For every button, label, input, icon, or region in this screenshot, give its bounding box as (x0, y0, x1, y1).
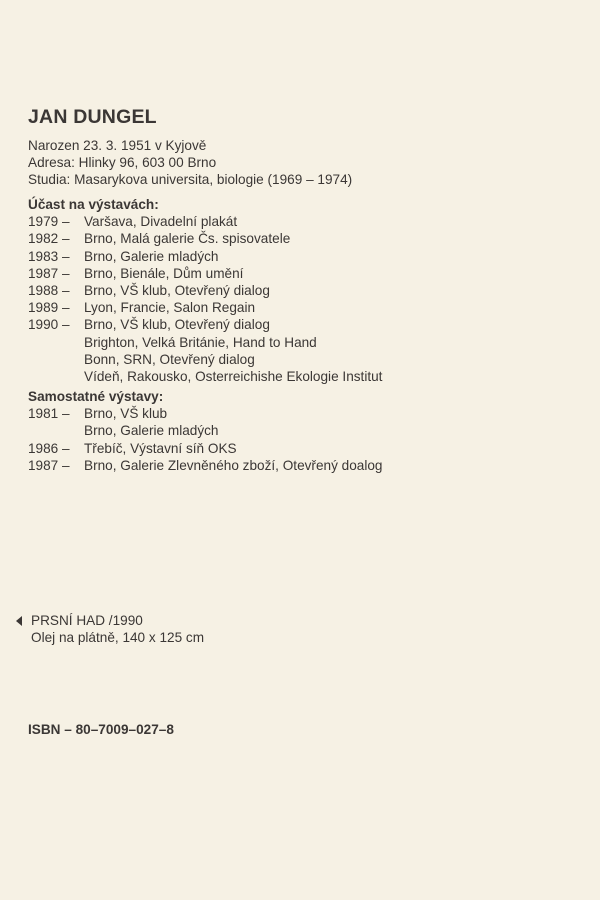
exhibition-row (28, 405, 382, 422)
artist-name: JAN DUNGEL (28, 106, 157, 128)
pointer-arrow-icon (16, 616, 22, 626)
address: Adresa: Hlinky 96, 603 00 Brno (28, 155, 217, 171)
exhibition-year: 1979 (28, 214, 59, 230)
separator-dash: – (62, 265, 70, 281)
exhibition-year: 1990 (28, 317, 59, 333)
exhibition-text: Vídeň, Rakousko, Osterreichishe Ekologie Institut (84, 369, 383, 385)
exhibition-row (28, 334, 382, 351)
artwork-medium: Olej na plátně, 140 x 125 cm (31, 630, 205, 646)
exhibition-year (28, 351, 62, 368)
exhibition-text: Brno, VŠ klub (84, 406, 168, 422)
exhibition-text: Brno, Malá galerie Čs. spisovatele (84, 231, 291, 247)
separator-dash: – (62, 231, 70, 247)
exhibition-row (28, 440, 382, 457)
separator-dash: – (62, 248, 70, 264)
exhibition-year (28, 368, 62, 385)
group-exhibitions (28, 196, 382, 385)
separator-dash: – (62, 440, 70, 456)
exhibition-text: Brno, VŠ klub, Otevřený dialog (84, 317, 270, 333)
exhibition-year: 1986 (28, 440, 59, 456)
separator-dash: – (62, 214, 70, 230)
exhibition-year: 1987 (28, 457, 59, 473)
artwork-caption (31, 612, 204, 646)
exhibition-text: Lyon, Francie, Salon Regain (84, 300, 256, 316)
exhibition-row (28, 230, 382, 247)
separator-dash: – (62, 283, 70, 299)
exhibition-text: Třebíč, Výstavní síň OKS (84, 440, 237, 456)
exhibition-year (28, 334, 62, 351)
exhibition-text: Brno, Galerie Zlevněného zboží, Otevřený doalog (84, 457, 383, 473)
artwork-title: PRSNÍ HAD /1990 (31, 613, 143, 628)
exhibition-text: Brno, Bienále, Dům umění (84, 265, 244, 281)
solo-exhibitions (28, 388, 382, 474)
exhibition-row (28, 316, 382, 333)
separator-dash (62, 368, 84, 385)
exhibition-year: 1983 (28, 248, 59, 264)
exhibition-row (28, 213, 382, 230)
exhibition-year: 1988 (28, 283, 59, 299)
exhibition-year: 1981 (28, 406, 59, 422)
exhibition-text: Varšava, Divadelní plakát (84, 214, 238, 230)
exhibition-text: Brighton, Velká Británie, Hand to Hand (84, 334, 317, 350)
separator-dash (62, 422, 84, 439)
separator-dash (62, 334, 84, 351)
exhibition-text: Brno, Galerie mladých (84, 423, 219, 439)
separator-dash: – (62, 300, 70, 316)
separator-dash: – (62, 457, 70, 473)
exhibition-text: Brno, Galerie mladých (84, 248, 219, 264)
section-heading: Samostatné výstavy: (28, 389, 164, 404)
exhibition-row (28, 457, 382, 474)
exhibition-year (28, 422, 62, 439)
isbn: ISBN – 80–7009–027–8 (28, 722, 174, 737)
separator-dash: – (62, 317, 70, 333)
exhibition-row (28, 282, 382, 299)
section-heading: Účast na výstavách: (28, 197, 159, 212)
biography (28, 137, 352, 189)
exhibition-row (28, 351, 382, 368)
exhibition-year: 1987 (28, 265, 59, 281)
exhibition-row (28, 248, 382, 265)
exhibition-row (28, 265, 382, 282)
separator-dash: – (62, 406, 70, 422)
exhibition-row (28, 299, 382, 316)
separator-dash (62, 351, 84, 368)
exhibition-year: 1989 (28, 300, 59, 316)
birth-info: Narozen 23. 3. 1951 v Kyjově (28, 138, 207, 153)
exhibition-year: 1982 (28, 231, 59, 247)
exhibition-text: Brno, VŠ klub, Otevřený dialog (84, 283, 270, 299)
exhibition-text: Bonn, SRN, Otevřený dialog (84, 351, 255, 367)
exhibition-row (28, 368, 382, 385)
exhibition-row (28, 422, 382, 439)
studies: Studia: Masarykova universita, biologie (1969 – 1974) (28, 172, 353, 188)
